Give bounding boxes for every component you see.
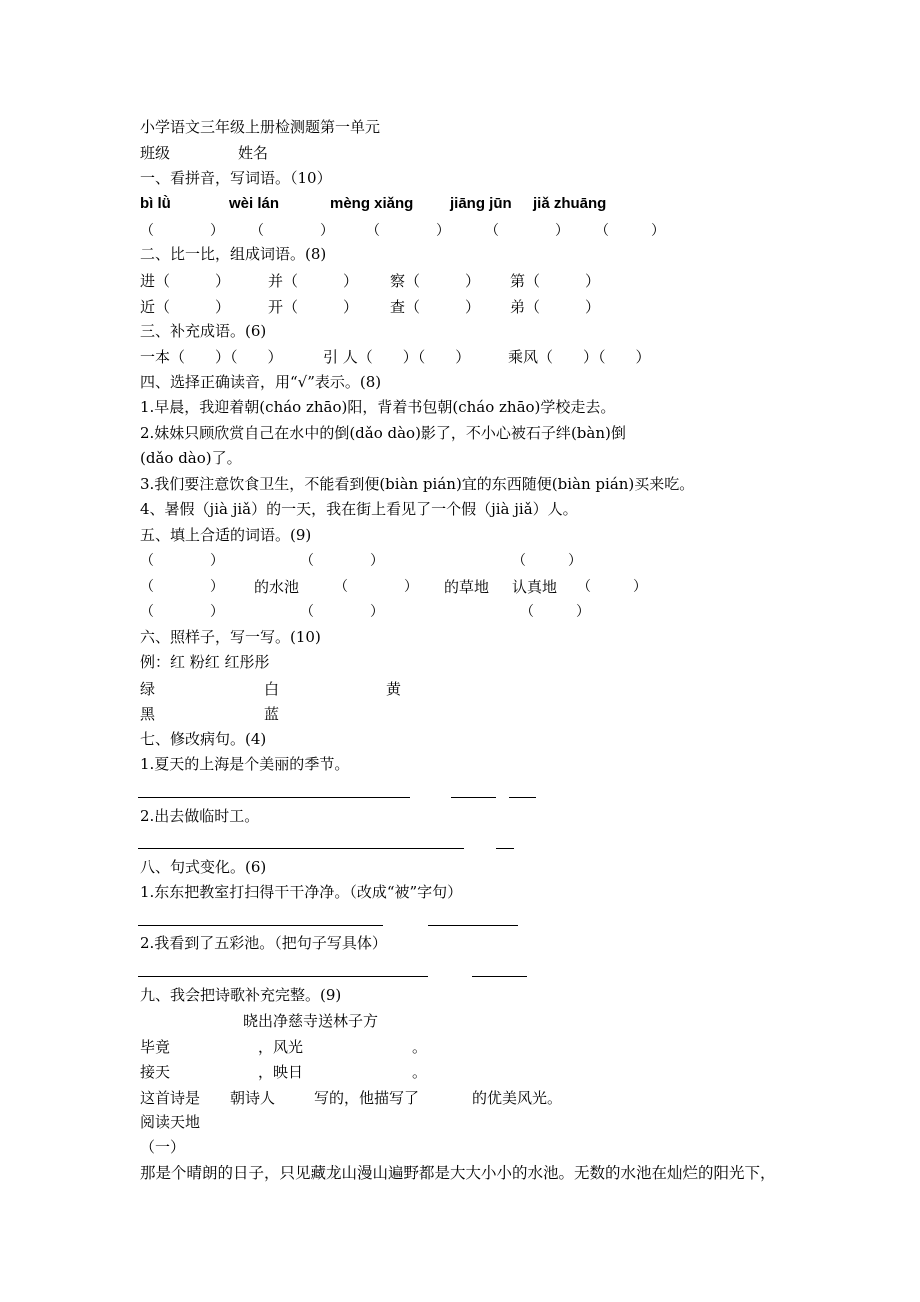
answer-blank-3[interactable]: （ ）	[366, 223, 450, 239]
water-pool-word: 的水池	[254, 578, 300, 596]
answer-blank-1[interactable]: （ ）	[140, 223, 224, 239]
section-4-heading: 四、选择正确读音，用“√”表示。(8)	[140, 373, 382, 391]
answer-blank-5[interactable]: （ ）	[595, 223, 665, 239]
poem-line-1-end: 。	[412, 1038, 428, 1056]
answer-blank-2[interactable]: （ ）	[250, 223, 334, 239]
poem-summary-a: 这首诗是	[140, 1089, 201, 1107]
answer-line[interactable]	[509, 797, 536, 798]
fill-blank[interactable]: （ ）	[520, 604, 590, 620]
poem-line-1-start: 毕竟	[140, 1038, 171, 1056]
section-5-heading: 五、填上合适的词语。(9)	[140, 526, 312, 544]
answer-blank-4[interactable]: （ ）	[485, 223, 569, 239]
transform-question-2: 2.我看到了五彩池。（把句子写具体）	[140, 934, 387, 952]
transform-question-1: 1.东东把教室打扫得干干净净。（改成“被”字句）	[140, 883, 463, 901]
section-6-heading: 六、照样子，写一写。(10)	[140, 628, 321, 646]
idiom-item: 引 人（ ）（ ）	[323, 348, 471, 366]
reading-heading: 阅读天地	[140, 1113, 201, 1131]
answer-line[interactable]	[451, 797, 496, 798]
pronunciation-line: (dǎo dào)了。	[140, 449, 242, 467]
section-8-heading: 八、句式变化。(6)	[140, 858, 267, 876]
fill-blank[interactable]: （ ）	[577, 579, 647, 595]
pinyin-2: wèi lán	[229, 195, 280, 212]
answer-line[interactable]	[472, 976, 527, 977]
answer-line[interactable]	[138, 925, 383, 926]
compare-item: 近（ ）	[140, 298, 231, 316]
compare-item: 查（ ）	[390, 298, 481, 316]
fill-blank[interactable]: （ ）	[512, 553, 582, 569]
pronunciation-line: 2.妹妹只顾欣赏自己在水中的倒(dǎo dào)影了，不小心被石子绊(bàn)倒	[140, 424, 626, 442]
fill-blank[interactable]: （ ）	[140, 579, 224, 595]
poem-summary-c: 写的，他描写了	[314, 1089, 420, 1107]
compare-item: 第（ ）	[510, 272, 601, 290]
pronunciation-line: 4、暑假（jià jiǎ）的一天，我在街上看见了一个假（jià jiǎ）人。	[140, 500, 578, 518]
name-label: 姓名	[238, 144, 269, 162]
fill-blank[interactable]: （ ）	[140, 604, 224, 620]
section-7-heading: 七、修改病句。(4)	[140, 730, 267, 748]
worksheet-title: 小学语文三年级上册检测题第一单元	[140, 118, 381, 136]
sentence-2: 2.出去做临时工。	[140, 807, 260, 825]
fill-blank[interactable]: （ ）	[334, 579, 418, 595]
class-label: 班级	[140, 144, 171, 162]
pinyin-3: mèng xiǎng	[330, 195, 414, 212]
compare-item: 弟（ ）	[510, 298, 601, 316]
poem-summary-d: 的优美风光。	[472, 1089, 563, 1107]
answer-line[interactable]	[428, 925, 518, 926]
earnest-word: 认真地	[512, 578, 558, 596]
section-3-heading: 三、补充成语。(6)	[140, 322, 267, 340]
pronunciation-line: 1.早晨，我迎着朝(cháo zhāo)阳，背着书包朝(cháo zhāo)学校走去。	[140, 398, 616, 416]
answer-line[interactable]	[138, 976, 428, 977]
reading-part-label: （一）	[140, 1138, 186, 1156]
sentence-1: 1.夏天的上海是个美丽的季节。	[140, 755, 350, 773]
poem-title: 晓出净慈寺送林子方	[243, 1012, 379, 1030]
idiom-item: 一本（ ）（ ）	[140, 348, 283, 366]
poem-line-2-mid: ，映日	[258, 1063, 304, 1081]
section-2-heading: 二、比一比，组成词语。(8)	[140, 245, 327, 263]
example-line: 例：红 粉红 红彤彤	[140, 653, 270, 671]
answer-line[interactable]	[138, 797, 410, 798]
fill-blank[interactable]: （ ）	[300, 604, 384, 620]
poem-line-2-end: 。	[412, 1063, 428, 1081]
answer-line[interactable]	[496, 848, 514, 849]
poem-line-1-mid: ，风光	[258, 1038, 304, 1056]
section-1-heading: 一、看拼音，写词语。（10）	[140, 169, 332, 187]
pinyin-1: bì lǜ	[140, 195, 171, 212]
idiom-item: 乘风（ ）（ ）	[508, 348, 651, 366]
reading-paragraph: 那是个晴朗的日子，只见藏龙山漫山遍野都是大大小小的水池。无数的水池在灿烂的阳光下，	[140, 1164, 776, 1182]
pinyin-4: jiāng jūn	[450, 195, 512, 212]
section-9-heading: 九、我会把诗歌补充完整。(9)	[140, 986, 342, 1004]
fill-blank[interactable]: （ ）	[140, 553, 224, 569]
answer-line[interactable]	[138, 848, 464, 849]
pronunciation-line: 3.我们要注意饮食卫生，不能看到便(biàn pián)宜的东西随便(biàn pián)买来吃。	[140, 475, 695, 493]
grass-word: 的草地	[444, 578, 490, 596]
color-char: 绿	[140, 680, 156, 698]
poem-line-2-start: 接天	[140, 1063, 171, 1081]
fill-blank[interactable]: （ ）	[300, 553, 384, 569]
poem-summary-b: 朝诗人	[230, 1089, 276, 1107]
pinyin-5: jiǎ zhuāng	[533, 195, 607, 212]
color-char: 白	[264, 680, 280, 698]
compare-item: 进（ ）	[140, 272, 231, 290]
compare-item: 察（ ）	[390, 272, 481, 290]
compare-item: 开（ ）	[268, 298, 359, 316]
color-char: 黑	[140, 705, 156, 723]
compare-item: 并（ ）	[268, 272, 359, 290]
color-char: 黄	[386, 680, 402, 698]
color-char: 蓝	[264, 705, 280, 723]
